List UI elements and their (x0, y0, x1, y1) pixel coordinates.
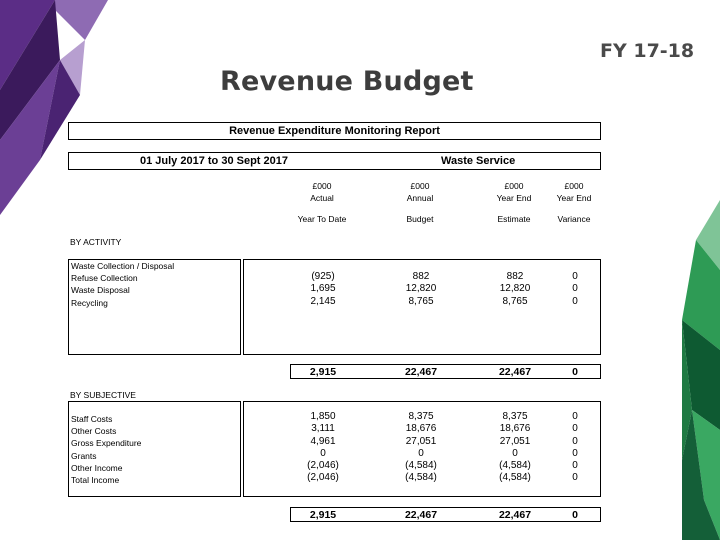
report-title-box (68, 122, 601, 140)
cell-value: 27,051 (405, 435, 437, 447)
cell-value: 0 (572, 460, 578, 472)
column-sublabel: Year To Date (297, 214, 347, 224)
column-label: Annual (406, 193, 434, 203)
cell-value: 3,111 (311, 423, 335, 435)
green-edge-decoration (682, 200, 720, 540)
total-variance: 0 (572, 366, 578, 378)
cell-value: 0 (572, 423, 578, 435)
cell-value: (4,584) (499, 472, 531, 484)
cell-value: 0 (512, 447, 518, 459)
cell-value: 0 (572, 447, 578, 459)
column-unit: £000 (410, 181, 430, 191)
row-label: Other Income (71, 462, 123, 473)
total-actual: 2,915 (309, 366, 337, 378)
cell-value: 1,695 (310, 283, 336, 295)
subjective-col-actual (291, 411, 355, 485)
cell-value: 8,765 (408, 295, 434, 307)
activity-totals-box (290, 364, 601, 379)
activity-col-actual (291, 271, 355, 308)
total-estimate: 22,467 (498, 366, 532, 378)
column-label: Year End (556, 193, 592, 203)
cell-value: 2,145 (310, 295, 336, 307)
cell-value: 8,375 (408, 411, 434, 422)
row-label: Total Income (71, 475, 120, 486)
total-budget: 22,467 (404, 366, 438, 378)
cell-value: (2,046) (307, 460, 339, 472)
cell-value: 882 (412, 271, 430, 282)
column-sublabel: Variance (557, 214, 591, 224)
cell-value: 0 (572, 295, 578, 307)
total-estimate: 22,467 (498, 509, 532, 521)
service-label: Waste Service (441, 155, 516, 167)
row-label: Gross Expenditure (71, 438, 142, 449)
period-label: 01 July 2017 to 30 Sept 2017 (140, 155, 288, 167)
row-label: Waste Disposal (71, 285, 130, 296)
row-label: Other Costs (71, 426, 117, 437)
period-service-box (68, 152, 601, 170)
subjective-labels-box (68, 401, 241, 497)
subjective-col-estimate (483, 411, 547, 485)
subjective-totals-box (290, 507, 601, 522)
column-header (482, 180, 546, 225)
column-sublabel: Estimate (497, 214, 531, 224)
cell-value: 0 (572, 435, 578, 447)
page-title: Revenue Budget (220, 66, 474, 97)
cell-value: 8,375 (502, 411, 528, 422)
cell-value: 882 (506, 271, 524, 282)
cell-value: (4,584) (405, 472, 437, 484)
cell-value: 0 (572, 472, 578, 484)
column-unit: £000 (504, 181, 524, 191)
column-header (542, 180, 606, 225)
cell-value: (4,584) (499, 460, 531, 472)
cell-value: (925) (311, 271, 335, 282)
row-label: Refuse Collection (71, 273, 138, 284)
cell-value: 0 (320, 447, 326, 459)
subjective-col-budget (389, 411, 453, 485)
total-actual: 2,915 (309, 509, 337, 521)
row-label: Grants (71, 450, 97, 461)
activity-col-variance (543, 271, 607, 308)
subjective-labels (71, 413, 141, 486)
purple-corner-decoration (0, 0, 110, 220)
column-unit: £000 (312, 181, 332, 191)
cell-value: 4,961 (310, 435, 336, 447)
column-label: Year End (496, 193, 532, 203)
cell-value: 12,820 (405, 283, 437, 295)
column-unit: £000 (564, 181, 584, 191)
activity-col-budget (389, 271, 453, 308)
total-variance: 0 (572, 509, 578, 521)
column-label: Actual (310, 193, 334, 203)
cell-value: 8,765 (502, 295, 528, 307)
section-heading-subjective: BY SUBJECTIVE (70, 390, 136, 400)
total-budget: 22,467 (404, 509, 438, 521)
row-label: Waste Collection / Disposal (71, 261, 175, 271)
cell-value: 0 (572, 411, 578, 422)
activity-col-estimate (483, 271, 547, 308)
activity-labels (71, 260, 174, 309)
cell-value: (4,584) (405, 460, 437, 472)
section-heading-activity: BY ACTIVITY (70, 237, 122, 247)
cell-value: 27,051 (499, 435, 531, 447)
cell-value: 1,850 (310, 411, 336, 422)
activity-values-box (243, 259, 601, 355)
cell-value: 0 (572, 283, 578, 295)
report-title: Revenue Expenditure Monitoring Report (229, 125, 440, 137)
column-sublabel: Budget (406, 214, 434, 224)
cell-value: 0 (572, 271, 578, 282)
row-label: Recycling (71, 297, 108, 308)
subjective-col-variance (543, 411, 607, 485)
cell-value: (2,046) (307, 472, 339, 484)
cell-value: 18,676 (405, 423, 437, 435)
activity-labels-box (68, 259, 241, 355)
cell-value: 18,676 (499, 423, 531, 435)
subjective-values-box (243, 401, 601, 497)
row-label: Staff Costs (71, 414, 113, 424)
column-header (388, 180, 452, 225)
fiscal-year-label: FY 17-18 (600, 40, 695, 62)
cell-value: 12,820 (499, 283, 531, 295)
column-header (290, 180, 354, 225)
cell-value: 0 (418, 447, 424, 459)
